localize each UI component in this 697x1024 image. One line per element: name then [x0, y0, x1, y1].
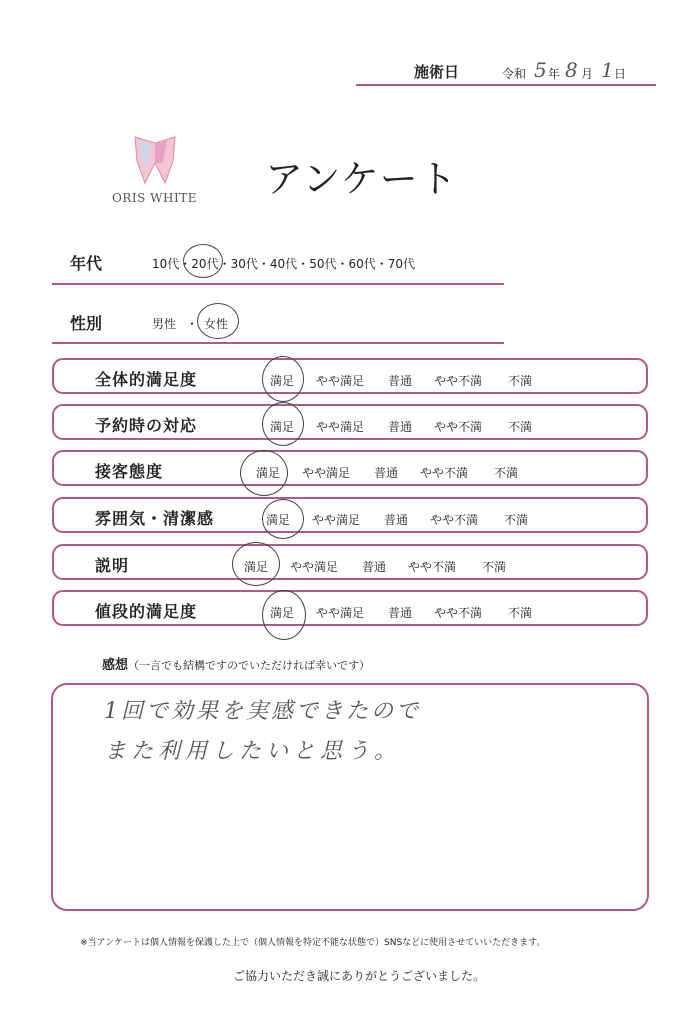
age-label: 年代	[70, 254, 103, 273]
gender-separator: ・	[186, 317, 199, 331]
age-option[interactable]: 40代	[269, 257, 298, 271]
rating-option[interactable]: 不満	[482, 560, 507, 574]
comments-hint: （一言でも結構ですのでいただければ幸いです）	[128, 659, 371, 672]
age-underline	[52, 283, 504, 285]
rating-selection-circle	[232, 542, 280, 586]
rating-option[interactable]: 満足	[270, 374, 295, 388]
rating-row-label: 予約時の対応	[95, 416, 198, 435]
rating-row-label: 値段的満足度	[95, 602, 198, 621]
date-section	[0, 0, 697, 90]
age-option[interactable]: 20代	[191, 257, 219, 271]
rating-option[interactable]: やや不満	[408, 560, 457, 574]
date-month: 8	[565, 58, 578, 82]
rating-option[interactable]: やや不満	[434, 374, 483, 388]
rating-row-label: 全体的満足度	[95, 370, 198, 389]
rating-option[interactable]: 普通	[388, 374, 413, 388]
rating-selection-circle	[262, 590, 306, 640]
rating-option[interactable]: やや満足	[316, 606, 365, 620]
page-title: アンケート	[265, 157, 458, 201]
footer-notice: ※当アンケートは個人情報を保護した上で（個人情報を特定不能な状態で）SNSなどに使用させていいただきます。	[80, 938, 546, 948]
rating-option[interactable]: 満足	[270, 606, 295, 620]
rating-option[interactable]: 普通	[384, 513, 409, 527]
date-era: 令和	[502, 67, 527, 81]
footer-thanks: ご協力いただき誠にありがとうございました。	[233, 969, 486, 983]
logo	[112, 133, 202, 213]
age-option[interactable]: 50代	[309, 257, 337, 271]
rating-option[interactable]: やや不満	[430, 513, 479, 527]
gender-option-male[interactable]: 男性	[152, 317, 177, 331]
rating-option[interactable]: やや満足	[290, 560, 339, 574]
tooth-logo-icon	[127, 133, 183, 185]
rating-selection-circle	[262, 356, 304, 402]
rating-option[interactable]: やや不満	[434, 420, 483, 434]
rating-option[interactable]: やや不満	[420, 466, 469, 480]
rating-option[interactable]: 普通	[374, 466, 399, 480]
comments-label: 感想	[102, 658, 129, 673]
comments-heading	[102, 654, 370, 673]
gender-section	[0, 300, 697, 346]
age-options: 10代・20代・30代・40代・50代・60代・70代	[152, 257, 416, 271]
rating-option[interactable]: やや満足	[316, 420, 365, 434]
rating-option[interactable]: やや満足	[316, 374, 365, 388]
rating-option[interactable]: やや満足	[302, 466, 351, 480]
rating-option[interactable]: 普通	[362, 560, 387, 574]
age-selection-circle	[183, 244, 223, 278]
gender-selection-circle	[197, 303, 239, 339]
rating-option[interactable]: 満足	[266, 513, 291, 527]
rating-option[interactable]: 不満	[508, 420, 533, 434]
comments-line-2: また利用したいと思う。	[104, 739, 402, 764]
gender-option-female[interactable]: 女性	[204, 317, 229, 331]
gender-label: 性別	[70, 314, 103, 333]
rating-option[interactable]: やや不満	[434, 606, 483, 620]
rating-selection-circle	[262, 499, 304, 539]
rating-row-label: 雰囲気・清潔感	[95, 509, 215, 528]
age-option[interactable]: 60代	[348, 257, 376, 271]
date-year-unit: 年	[548, 67, 561, 81]
date-month-unit: 月	[581, 67, 594, 81]
rating-option[interactable]: 普通	[388, 420, 413, 434]
logo-text: ORIS WHITE	[112, 191, 197, 205]
age-option[interactable]: 70代	[387, 257, 416, 271]
rating-option[interactable]: 満足	[270, 420, 295, 434]
gender-underline	[52, 342, 504, 344]
rating-option[interactable]: 不満	[508, 374, 533, 388]
date-day: 1	[601, 58, 614, 82]
rating-option[interactable]: 満足	[256, 466, 281, 480]
rating-row-explanation	[52, 544, 648, 580]
rating-row-label: 接客態度	[95, 462, 164, 481]
date-year: 5	[534, 58, 547, 82]
date-label: 施術日	[414, 63, 460, 81]
rating-selection-circle	[240, 450, 288, 496]
date-day-unit: 日	[614, 67, 627, 81]
rating-option[interactable]: やや満足	[312, 513, 361, 527]
age-option[interactable]: 10代	[152, 257, 180, 271]
rating-selection-circle	[262, 402, 304, 446]
rating-option[interactable]: 普通	[388, 606, 413, 620]
rating-row-label: 説明	[95, 556, 130, 575]
rating-option[interactable]: 満足	[244, 560, 269, 574]
age-section	[0, 240, 697, 290]
rating-option[interactable]: 不満	[508, 606, 533, 620]
date-underline	[356, 84, 656, 86]
comments-line-1: 1回で効果を実感できたので	[104, 699, 421, 724]
rating-option[interactable]: 不満	[494, 466, 519, 480]
age-option[interactable]: 30代	[230, 257, 258, 271]
rating-option[interactable]: 不満	[504, 513, 529, 527]
